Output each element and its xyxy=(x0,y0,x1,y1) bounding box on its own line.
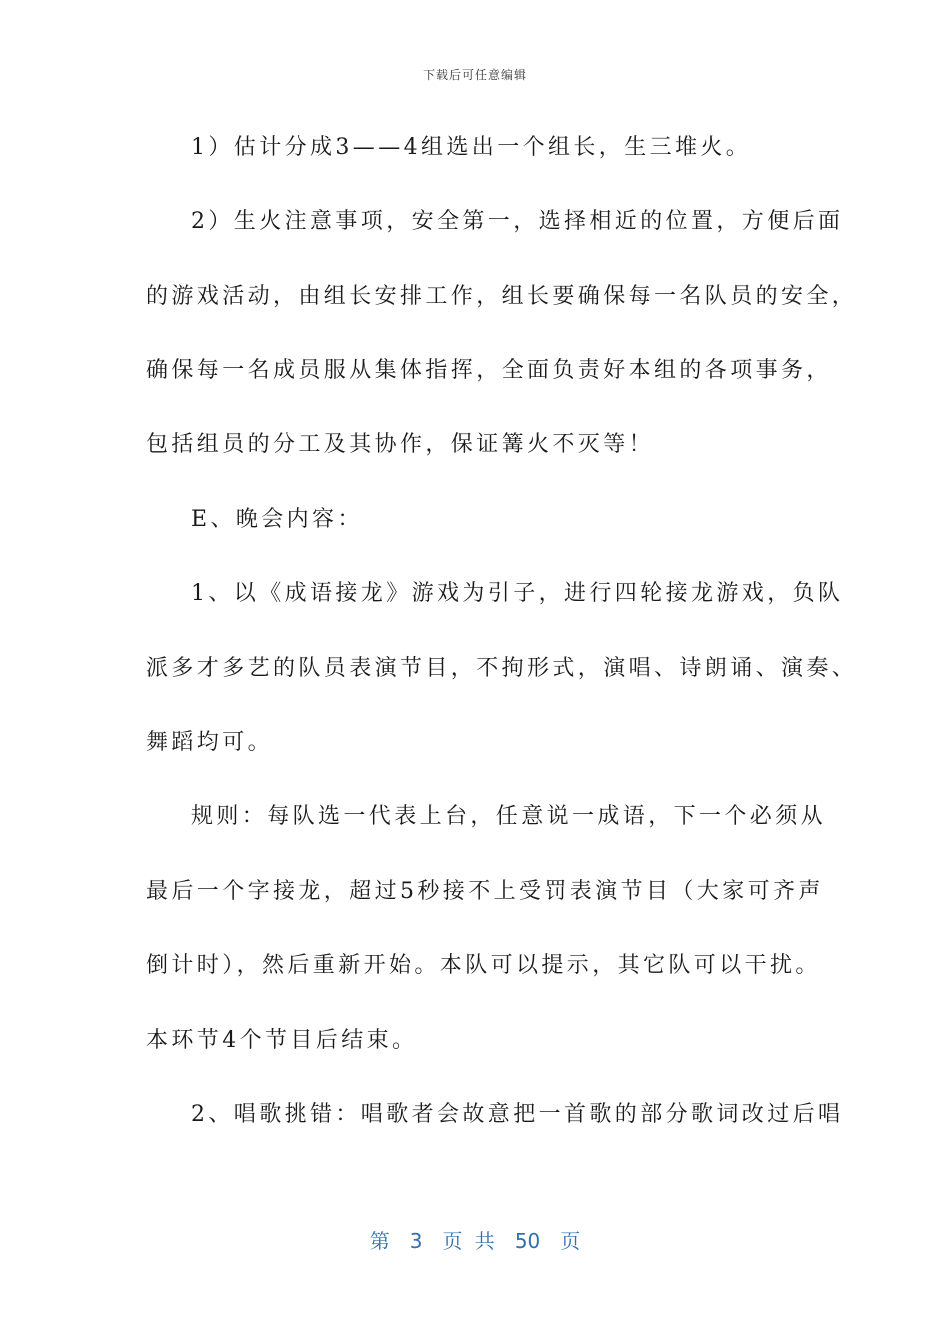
paragraph-line: 2）生火注意事项，安全第一，选择相近的位置，方便后面 xyxy=(191,209,844,234)
page-number: 3 xyxy=(409,1229,423,1253)
paragraph-line: 派多才多艺的队员表演节目，不拘形式，演唱、诗朗诵、演奏、 xyxy=(146,656,858,681)
paragraph-line: 舞蹈均可。 xyxy=(146,730,274,755)
paragraph-line: 包括组员的分工及其协作，保证篝火不灭等！ xyxy=(146,432,655,457)
paragraph-line: 2、唱歌挑错：唱歌者会故意把一首歌的部分歌词改过后唱 xyxy=(191,1102,844,1127)
total-label-suffix: 页 xyxy=(560,1229,581,1253)
paragraph-line: 的游戏活动，由组长安排工作，组长要确保每一名队员的安全， xyxy=(146,284,858,309)
paragraph-line: 1、以《成语接龙》游戏为引子，进行四轮接龙游戏，负队 xyxy=(191,581,844,606)
paragraph-line: 最后一个字接龙，超过5秒接不上受罚表演节目（大家可齐声 xyxy=(146,879,824,904)
paragraph-line: 确保每一名成员服从集体指挥，全面负责好本组的各项事务， xyxy=(146,358,832,383)
total-pages: 50 xyxy=(514,1229,541,1253)
page-footer xyxy=(0,1225,950,1254)
section-heading: E、晚会内容： xyxy=(191,507,363,532)
header-note: 下载后可任意编辑 xyxy=(422,68,527,82)
paragraph-line: 倒计时），然后重新开始。本队可以提示，其它队可以干扰。 xyxy=(146,953,821,978)
paragraph-line: 1）估计分成3——4组选出一个组长，生三堆火。 xyxy=(191,135,752,160)
paragraph-line: 本环节4个节目后结束。 xyxy=(146,1028,418,1053)
total-label-prefix: 页 共 xyxy=(442,1229,495,1253)
page-label: 第 xyxy=(369,1229,390,1253)
paragraph-line: 规则：每队选一代表上台，任意说一成语，下一个必须从 xyxy=(191,804,827,829)
